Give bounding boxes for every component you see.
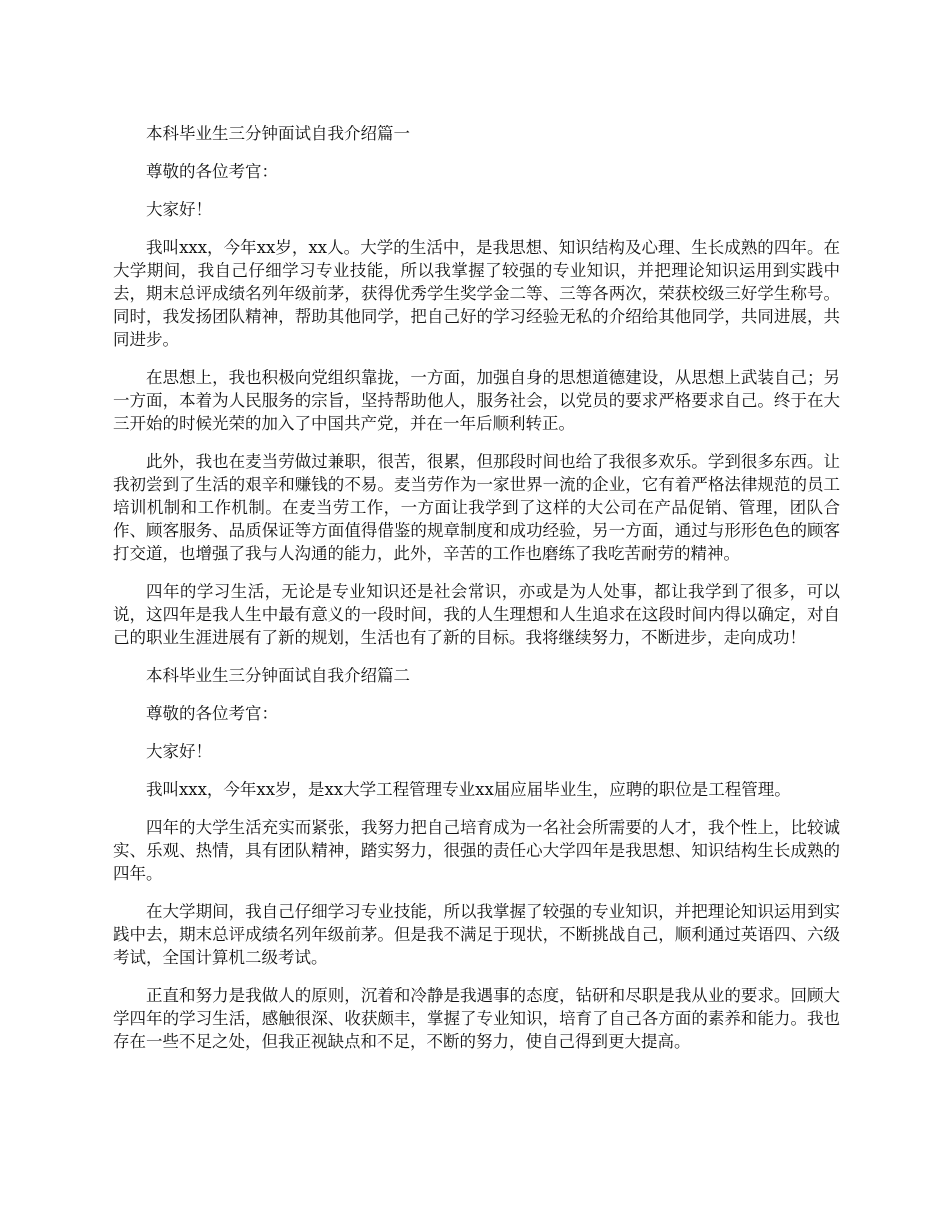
body-paragraph: 正直和努力是我做人的原则，沉着和冷静是我遇事的态度，钻研和尽职是我从业的要求。回顾大学四年的学习生活，感触很深、收获颇丰，掌握了专业知识，培育了自己各方面的素养和能力。我也存在一些不足之处，但我正视缺点和不足，不断的努力，使自己得到更大提高。: [113, 986, 840, 1051]
section-title-1: 本科毕业生三分钟面试自我介绍篇一: [146, 124, 410, 143]
greeting: 大家好！: [146, 742, 212, 761]
body-paragraph: 我叫xxx，今年xx岁，xx人。大学的生活中，是我思想、知识结构及心理、生长成熟的四年。在大学期间，我自己仔细学习专业技能，所以我掌握了较强的专业知识，并把理论知识运用到实践中去，期末总评成绩名列年级前茅，获得优秀学生奖学金二等、三等各两次，荣获校级三好学生称号。同时，我发扬团队精神，帮助其他同学，把自己好的学习经验无私的介绍给其他同学，共同进展，共同进步。: [113, 238, 840, 349]
body-paragraph: 在思想上，我也积极向党组织靠拢，一方面，加强自身的思想道德建设，从思想上武装自己；另一方面，本着为人民服务的宗旨，坚持帮助他人，服务社会，以党员的要求严格要求自己。终于在大三开始的时候光荣的加入了中国共产党，并在一年后顺利转正。: [113, 368, 840, 433]
body-paragraph: 在大学期间，我自己仔细学习专业技能，所以我掌握了较强的专业知识，并把理论知识运用到实践中去，期末总评成绩名列年级前茅。但是我不满足于现状，不断挑战自己，顺利通过英语四、六级考试，全国计算机二级考试。: [113, 902, 840, 967]
greeting: 大家好！: [146, 200, 212, 219]
body-paragraph: 我叫xxx，今年xx岁，是xx大学工程管理专业xx届应届毕业生，应聘的职位是工程管理。: [146, 780, 791, 799]
salutation: 尊敬的各位考官：: [146, 162, 278, 181]
salutation: 尊敬的各位考官：: [146, 704, 278, 723]
body-paragraph: 此外，我也在麦当劳做过兼职，很苦，很累，但那段时间也给了我很多欢乐。学到很多东西。让我初尝到了生活的艰辛和赚钱的不易。麦当劳作为一家世界一流的企业，它有着严格法律规范的员工培训机制和工作机制。在麦当劳工作，一方面让我学到了这样的大公司在产品促销、管理，团队合作、顾客服务、品质保证等方面值得借鉴的规章制度和成功经验，另一方面，通过与形形色色的顾客打交道，也增强了我与人沟通的能力，此外，辛苦的工作也磨练了我吃苦耐劳的精神。: [113, 452, 840, 563]
body-paragraph: 四年的大学生活充实而紧张，我努力把自己培育成为一名社会所需要的人才，我个性上，比较诚实、乐观、热情，具有团队精神，踏实努力，很强的责任心大学四年是我思想、知识结构生长成熟的四年。: [113, 818, 840, 883]
body-paragraph: 四年的学习生活，无论是专业知识还是社会常识，亦或是为人处事，都让我学到了很多，可以说，这四年是我人生中最有意义的一段时间，我的人生理想和人生追求在这段时间内得以确定，对自己的职业生涯进展有了新的规划，生活也有了新的目标。我将继续努力，不断进步，走向成功！: [113, 582, 840, 647]
document-body: [113, 122, 840, 1053]
section-title-2: 本科毕业生三分钟面试自我介绍篇二: [146, 666, 410, 685]
